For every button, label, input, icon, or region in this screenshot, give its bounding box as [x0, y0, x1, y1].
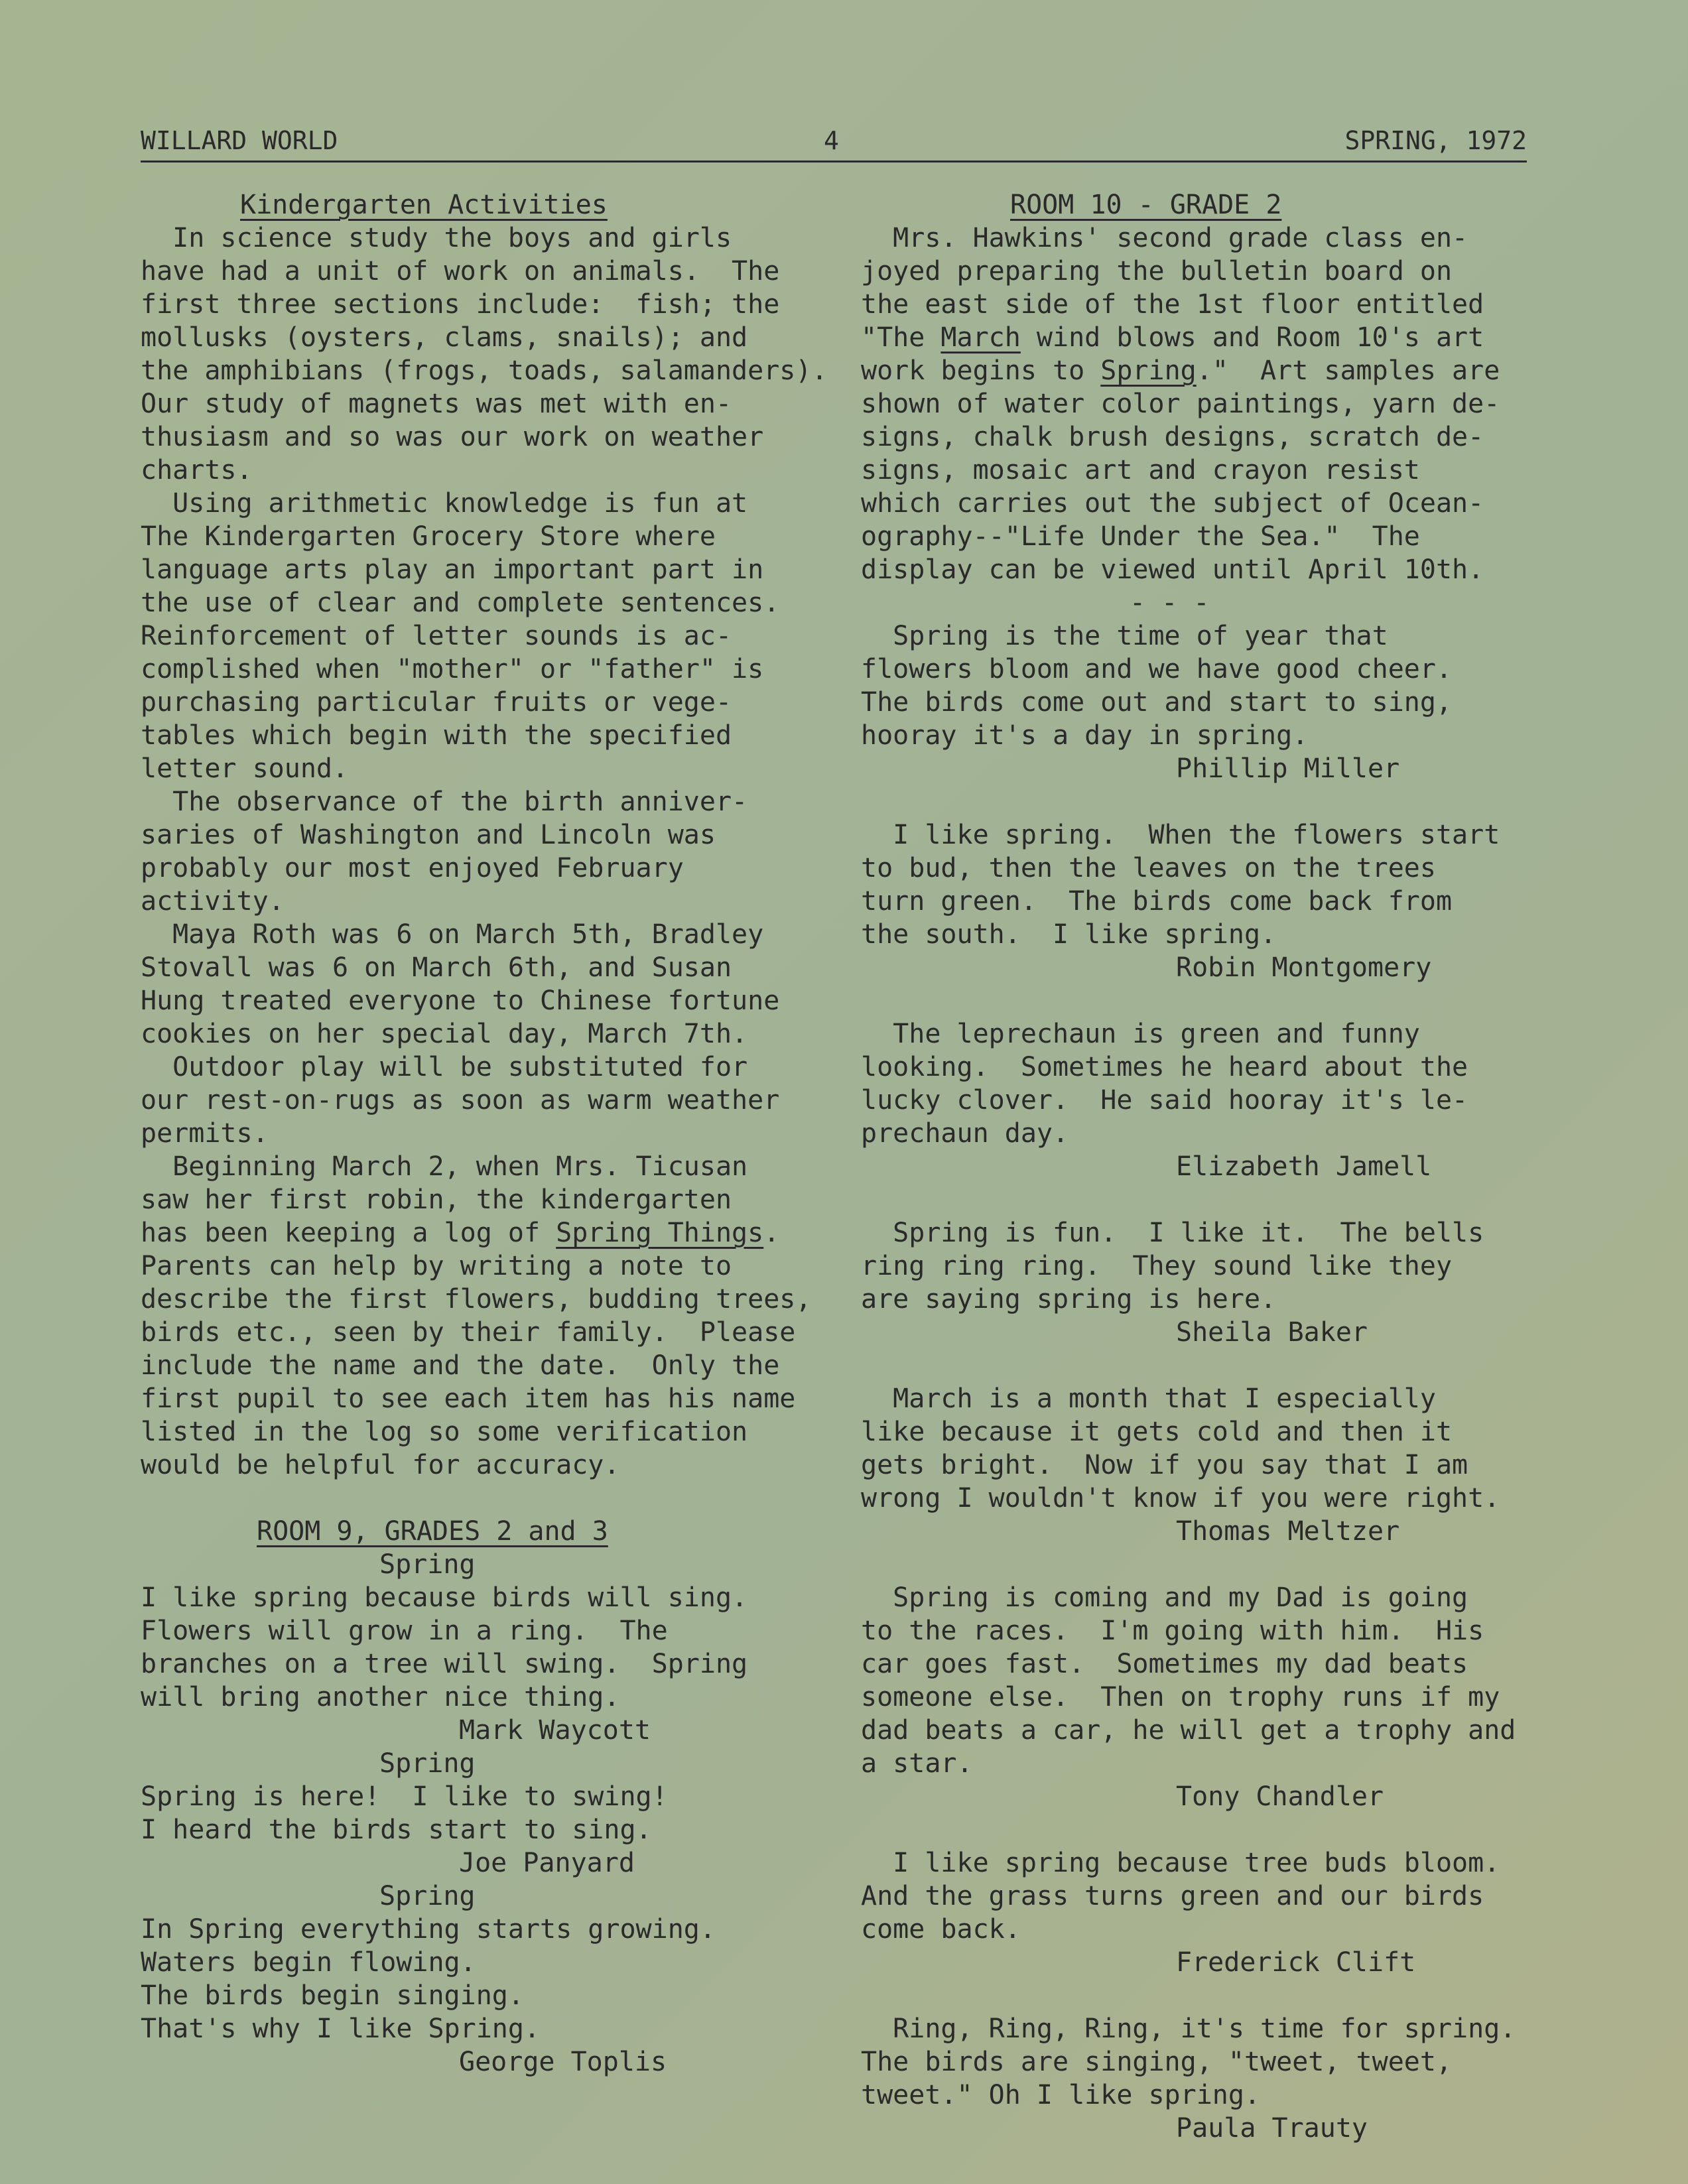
entry-line: to the races. I'm going with him. His	[861, 1616, 1484, 1646]
text-line: the amphibians (frogs, toads, salamanders).	[141, 355, 828, 386]
text-line: listed in the log so some verification	[141, 1417, 748, 1447]
entry-line: dad beats a car, he will get a trophy and	[861, 1715, 1516, 1746]
entry-line: are saying spring is here.	[861, 1284, 1277, 1315]
poem-author: George Toplis	[459, 2047, 667, 2077]
spacer	[861, 1183, 1551, 1216]
entry-line: prechaun day.	[861, 1118, 1069, 1149]
text-line: cookies on her special day, March 7th.	[141, 1019, 748, 1049]
text-line: Mrs. Hawkins' second grade class en-	[861, 223, 1468, 253]
text-line: Our study of magnets was met with en-	[141, 389, 732, 419]
entry-line: car goes fast. Sometimes my dad beats	[861, 1649, 1468, 1679]
text-line: permits.	[141, 1118, 269, 1149]
entry-line: tweet." Oh I like spring.	[861, 2080, 1261, 2110]
text-line: Beginning March 2, when Mrs. Ticusan	[141, 1151, 748, 1182]
poem-title: Spring	[379, 1881, 476, 1911]
spacer	[861, 984, 1551, 1017]
entry-line: Ring, Ring, Ring, it's time for spring.	[861, 2014, 1516, 2044]
student-entry	[861, 2012, 1551, 2145]
spacer	[861, 1979, 1551, 2012]
text-line: purchasing particular fruits or vege-	[141, 687, 732, 718]
text-line: complished when "mother" or "father" is	[141, 654, 764, 684]
poem-line: The birds begin singing.	[141, 1980, 524, 2011]
spacer	[861, 1813, 1551, 1846]
text-line: Outdoor play will be substituted for	[141, 1052, 748, 1082]
entry-line: March is a month that I especially	[861, 1383, 1436, 1414]
student-entry	[861, 1581, 1551, 1813]
text-line: describe the first flowers, budding trees,	[141, 1284, 812, 1315]
spacer	[861, 1548, 1551, 1581]
poem-line: branches on a tree will swing. Spring	[141, 1649, 748, 1679]
poem-line: I heard the birds start to sing.	[141, 1815, 652, 1845]
entry-line: And the grass turns green and our birds	[861, 1881, 1484, 1911]
text-line: birds etc., seen by their family. Please	[141, 1317, 796, 1348]
section-title: ROOM 9, GRADES 2 and 3	[257, 1516, 608, 1547]
entry-author: Tony Chandler	[1176, 1781, 1384, 1812]
page-header	[141, 123, 1527, 158]
text-line: language arts play an important part in	[141, 554, 764, 585]
text-line: would be helpful for accuracy.	[141, 1450, 620, 1480]
spring-things-underlined: Spring Things	[556, 1218, 764, 1248]
entry-line: I like spring because tree buds bloom.	[861, 1848, 1500, 1878]
text-line: our rest-on-rugs as soon as warm weather	[141, 1085, 780, 1116]
text-line: "The March wind blows and Room 10's art	[861, 322, 1484, 353]
header-rule	[141, 161, 1527, 162]
spring-underlined: Spring	[1100, 355, 1197, 386]
text-line: joyed preparing the bulletin board on	[861, 256, 1453, 287]
right-column	[861, 188, 1551, 2145]
text-line: saw her first robin, the kindergarten	[141, 1185, 732, 1215]
poem-line: will bring another nice thing.	[141, 1682, 620, 1712]
poem-line: That's why I like Spring.	[141, 2014, 541, 2044]
entry-line: I like spring. When the flowers start	[861, 820, 1500, 850]
entry-line: come back.	[861, 1914, 1021, 1945]
entry-author: Thomas Meltzer	[1176, 1516, 1400, 1547]
issue-date: SPRING, 1972	[1344, 126, 1527, 155]
poem	[141, 1747, 844, 1880]
entry-line: someone else. Then on trophy runs if my	[861, 1682, 1500, 1712]
poem-author: Joe Panyard	[459, 1848, 635, 1878]
article-title: Kindergarten Activities	[240, 190, 608, 220]
poem-line: Flowers will grow in a ring. The	[141, 1616, 668, 1646]
entry-line: The birds come out and start to sing,	[861, 687, 1453, 718]
poem-title: Spring	[379, 1549, 476, 1580]
student-entry	[861, 1382, 1551, 1548]
text-line: Maya Roth was 6 on March 5th, Bradley	[141, 919, 764, 950]
entry-author: Phillip Miller	[1176, 753, 1400, 784]
text-line: saries of Washington and Lincoln was	[141, 820, 716, 850]
entry-line: gets bright. Now if you say that I am	[861, 1450, 1468, 1480]
student-entry	[861, 1216, 1551, 1349]
poem	[141, 1880, 844, 2079]
spacer	[861, 785, 1551, 818]
text-line: Hung treated everyone to Chinese fortune	[141, 986, 780, 1016]
student-entry	[861, 1017, 1551, 1183]
text-line: In science study the boys and girls	[141, 223, 732, 253]
poem	[141, 1548, 844, 1747]
march-underlined: March	[941, 322, 1021, 353]
poem-line: I like spring because birds will sing.	[141, 1582, 748, 1613]
text-line: Stovall was 6 on March 6th, and Susan	[141, 952, 732, 983]
text-line: has been keeping a log of Spring Things.	[141, 1218, 780, 1248]
text-line: the use of clear and complete sentences.	[141, 588, 780, 618]
entry-line: ring ring ring. They sound like they	[861, 1251, 1453, 1281]
entry-line: Spring is the time of year that	[861, 621, 1388, 651]
poem-line: Waters begin flowing.	[141, 1947, 476, 1978]
text-line: first pupil to see each item has his name	[141, 1383, 796, 1414]
entry-line: Spring is fun. I like it. The bells	[861, 1218, 1484, 1248]
text-line: activity.	[141, 886, 285, 917]
entry-author: Paula Trauty	[1176, 2113, 1368, 2144]
section-separator: - - -	[1130, 588, 1210, 618]
poem-line: Spring is here! I like to swing!	[141, 1781, 668, 1812]
poem-title: Spring	[379, 1748, 476, 1779]
spacer	[141, 1482, 844, 1515]
entry-line: lucky clover. He said hooray it's le-	[861, 1085, 1468, 1116]
entry-line: to bud, then the leaves on the trees	[861, 853, 1436, 883]
entry-line: looking. Sometimes he heard about the	[861, 1052, 1468, 1082]
entry-line: the south. I like spring.	[861, 919, 1277, 950]
text-line: thusiasm and so was our work on weather	[141, 422, 764, 452]
text-line: letter sound.	[141, 753, 349, 784]
entry-author: Elizabeth Jamell	[1176, 1151, 1432, 1182]
entry-author: Sheila Baker	[1176, 1317, 1368, 1348]
text-line: Parents can help by writing a note to	[141, 1251, 732, 1281]
text-line: mollusks (oysters, clams, snails); and	[141, 322, 748, 353]
kindergarten-body	[141, 222, 844, 1482]
text-line: work begins to Spring." Art samples are	[861, 355, 1500, 386]
text-line: The observance of the birth anniver-	[141, 787, 748, 817]
student-entry	[861, 619, 1551, 785]
poem-author: Mark Waycott	[459, 1715, 651, 1746]
text-line: tables which begin with the specified	[141, 720, 732, 751]
text-line: include the name and the date. Only the	[141, 1350, 780, 1381]
entry-line: Spring is coming and my Dad is going	[861, 1582, 1468, 1613]
room10-body	[861, 222, 1551, 619]
left-column	[141, 188, 844, 2079]
entry-author: Frederick Clift	[1176, 1947, 1416, 1978]
text-line: shown of water color paintings, yarn de-	[861, 389, 1500, 419]
section-title: ROOM 10 - GRADE 2	[1010, 190, 1282, 220]
entry-line: wrong I wouldn't know if you were right.	[861, 1483, 1500, 1513]
text-line: The Kindergarten Grocery Store where	[141, 521, 716, 552]
student-entry	[861, 818, 1551, 984]
entry-author: Robin Montgomery	[1176, 952, 1432, 983]
entry-line: The leprechaun is green and funny	[861, 1019, 1420, 1049]
text-line: display can be viewed until April 10th.	[861, 554, 1484, 585]
text-line: Reinforcement of letter sounds is ac-	[141, 621, 732, 651]
newsletter-title: WILLARD WORLD	[141, 126, 338, 155]
entry-line: like because it gets cold and then it	[861, 1417, 1453, 1447]
text-line: have had a unit of work on animals. The	[141, 256, 780, 287]
text-line: ography--"Life Under the Sea." The	[861, 521, 1420, 552]
entry-line: hooray it's a day in spring.	[861, 720, 1309, 751]
page-number: 4	[824, 126, 839, 155]
entry-line: a star.	[861, 1748, 973, 1779]
text-line: charts.	[141, 455, 253, 485]
text-line: signs, chalk brush designs, scratch de-	[861, 422, 1484, 452]
text-line: first three sections include: fish; the	[141, 289, 780, 320]
text-line: Using arithmetic knowledge is fun at	[141, 488, 748, 519]
student-entry	[861, 1846, 1551, 1979]
entry-line: flowers bloom and we have good cheer.	[861, 654, 1453, 684]
text-line: signs, mosaic art and crayon resist	[861, 455, 1420, 485]
entry-line: The birds are singing, "tweet, tweet,	[861, 2047, 1453, 2077]
text-line: probably our most enjoyed February	[141, 853, 684, 883]
spacer	[861, 1349, 1551, 1382]
text-line: which carries out the subject of Ocean-	[861, 488, 1484, 519]
poem-line: In Spring everything starts growing.	[141, 1914, 716, 1945]
text-line: the east side of the 1st floor entitled	[861, 289, 1484, 320]
entry-line: turn green. The birds come back from	[861, 886, 1453, 917]
